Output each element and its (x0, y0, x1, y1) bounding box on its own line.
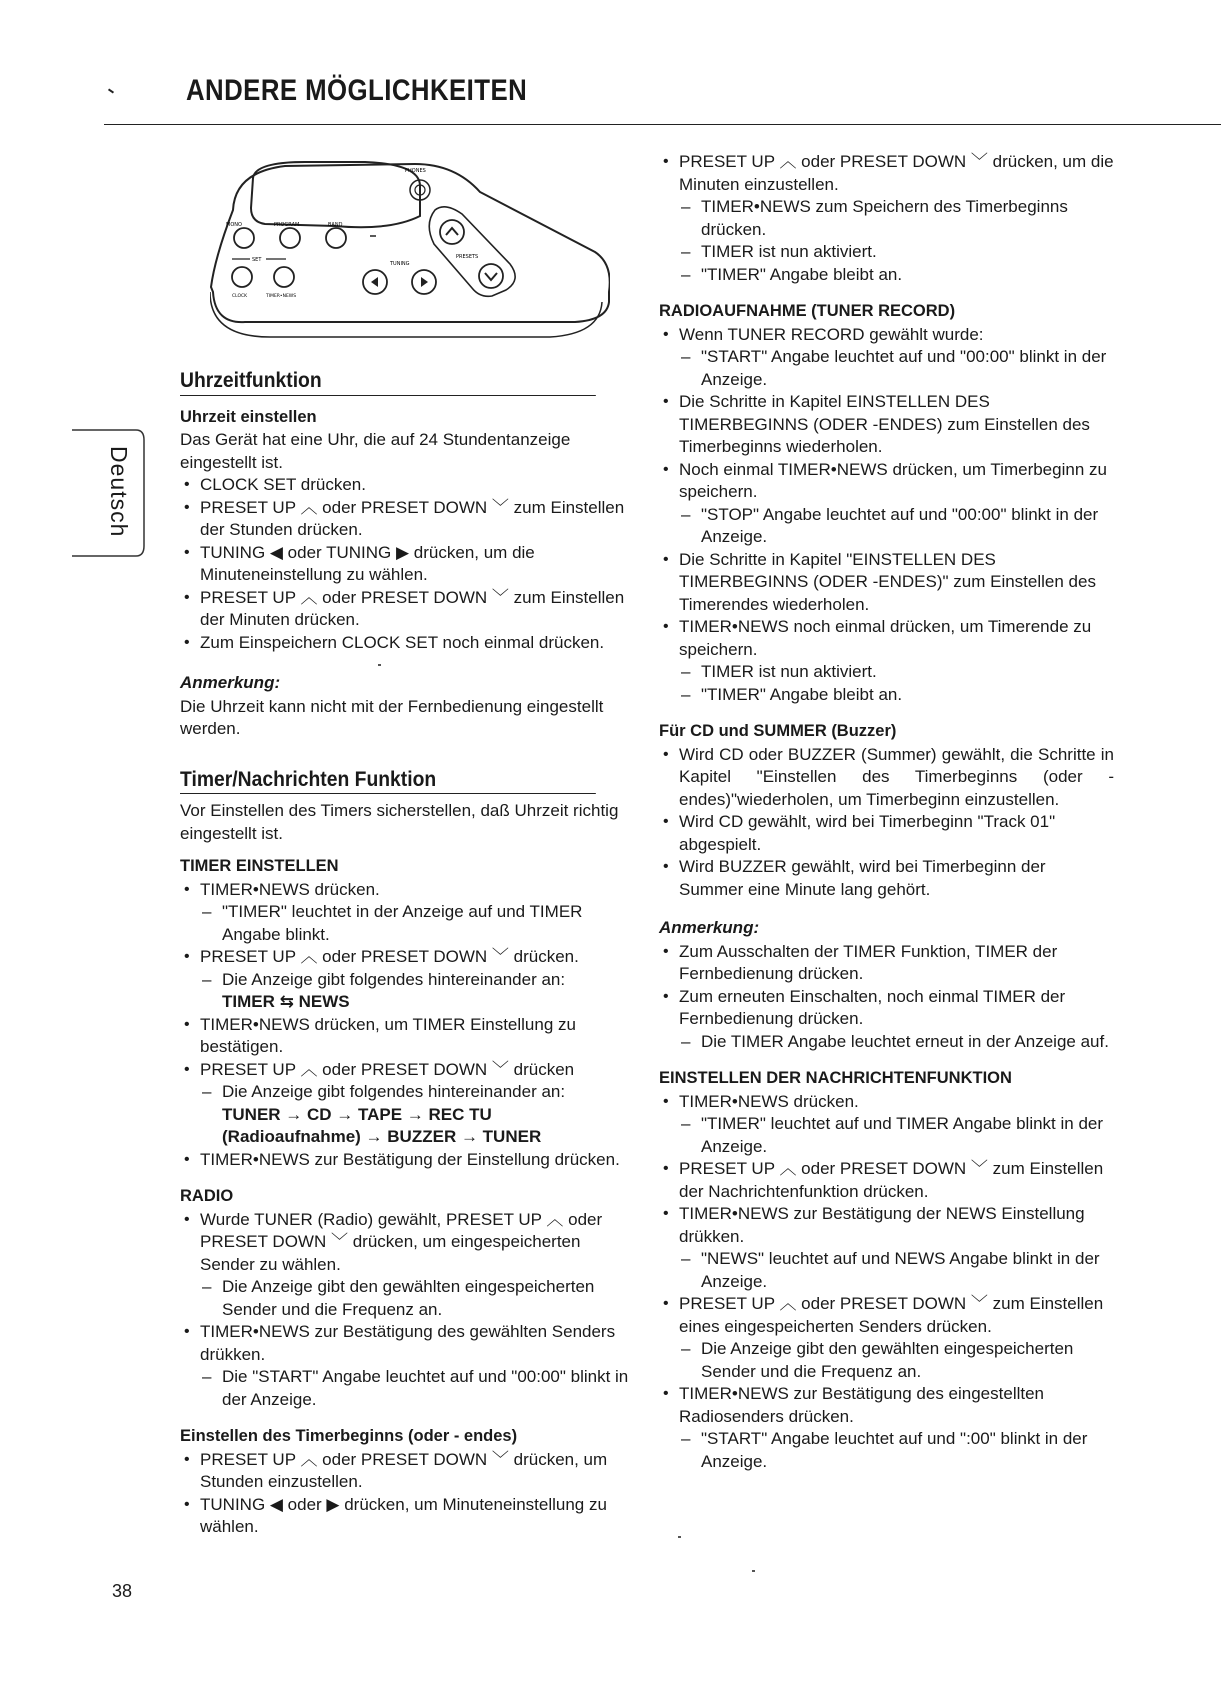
list-subitem: – Die Anzeige gibt den gewählten eingespeicherten Sender und die Frequenz an. (659, 1338, 1114, 1383)
label-tuning: TUNING (390, 261, 410, 267)
note-text: Die Uhrzeit kann nicht mit der Fernbedienung eingestellt werden. (180, 696, 604, 738)
list-item: • TIMER•NEWS zur Bestätigung der NEWS Einstellung drükken. (659, 1203, 1114, 1248)
mono-button[interactable] (234, 228, 254, 248)
subheading-radio: RADIO (180, 1187, 234, 1205)
list-item: • PRESET UP ︿ oder PRESET DOWN ﹀ drücken, um die Minuten einzustellen. (659, 151, 1114, 196)
list-item: • Wurde TUNER (Radio) gewählt, PRESET UP ︿ oder PRESET DOWN ﹀ drücken, um eingespeicherten Sender zu wählen. (180, 1209, 632, 1277)
list-item: • PRESET UP ︿ oder PRESET DOWN ﹀ drücken (180, 1059, 632, 1082)
note-heading: Anmerkung: (659, 918, 760, 937)
label-presets: PRESETS (456, 254, 479, 260)
list-subitem: – TIMER•NEWS zum Speichern des Timerbeginns drücken. (659, 196, 1114, 241)
list-subitem: – Die "START" Angabe leuchtet auf und "00:00" blinkt in der Anzeige. (180, 1366, 632, 1411)
list-subitem: – "TIMER" leuchtet in der Anzeige auf und TIMER Angabe blinkt. (180, 901, 632, 946)
list-item: • TUNING ◀ oder TUNING ▶ drücken, um die Minuteneinstellung zu wählen. (180, 542, 632, 587)
list-item: • TIMER•NEWS drücken. (659, 1091, 1114, 1114)
list-item: • Die Schritte in Kapitel EINSTELLEN DES TIMERBEGINNS (ODER -ENDES) zum Einstellen des Timerbeginns wiederholen. (659, 391, 1114, 459)
device-diagram (210, 152, 610, 362)
page-title: ANDERE MÖGLICHKEITEN (186, 74, 528, 107)
band-button[interactable] (326, 228, 346, 248)
list-subitem: – TIMER ist nun aktiviert. (659, 241, 1114, 264)
list-subitem: – Die Anzeige gibt den gewählten eingespeicherten Sender und die Frequenz an. (180, 1276, 632, 1321)
list-item: • PRESET UP ︿ oder PRESET DOWN ﹀ zum Einstellen eines eingespeicherten Senders drücken. (659, 1293, 1114, 1338)
intro-text: Das Gerät hat eine Uhr, die auf 24 Stundentanzeige eingestellt ist. (180, 430, 571, 472)
language-tab-label: Deutsch (106, 446, 132, 538)
list-item: • Zum erneuten Einschalten, noch einmal TIMER der Fernbedienung drücken. (659, 986, 1114, 1031)
list-item: • Wird BUZZER gewählt, wird bei Timerbeginn der Summer eine Minute lang gehört. (659, 856, 1114, 901)
clock-button[interactable] (232, 267, 252, 287)
list-subitem: – "NEWS" leuchtet auf und NEWS Angabe blinkt in der Anzeige. (659, 1248, 1114, 1293)
program-button[interactable] (280, 228, 300, 248)
preset-down-button[interactable] (479, 264, 503, 288)
scan-speck (378, 664, 381, 666)
display-window (251, 162, 420, 227)
label-band: BAND (328, 222, 343, 228)
list-subitem: – "TIMER" Angabe bleibt an. (659, 684, 1114, 707)
scan-speck (752, 1570, 755, 1572)
list-item: • Noch einmal TIMER•NEWS drücken, um Timerbeginn zu speichern. (659, 459, 1114, 504)
header-rule (104, 124, 1221, 125)
list-item: • PRESET UP ︿ oder PRESET DOWN ﹀ zum Einstellen der Nachrichtenfunktion drücken. (659, 1158, 1114, 1203)
subheading-uhrzeit-einstellen: Uhrzeit einstellen (180, 407, 317, 426)
list-item: • TIMER•NEWS drücken. (180, 879, 632, 902)
chevron-down-icon (485, 273, 497, 280)
section-title-uhrzeit: Uhrzeitfunktion (180, 370, 596, 396)
label-phones: PHONES (405, 168, 426, 174)
sequence-text: TIMER ⇆ NEWS (222, 992, 350, 1011)
list-subitem: – "START" Angabe leuchtet auf und "00:00" blinkt in der Anzeige. (659, 346, 1114, 391)
timer-news-button[interactable] (274, 267, 294, 287)
triangle-left-icon (371, 277, 378, 287)
scan-speck (678, 1536, 681, 1538)
list-item: • PRESET UP ︿ oder PRESET DOWN ﹀ zum Einstellen der Stunden drücken. (180, 497, 632, 542)
list-item: • PRESET UP ︿ oder PRESET DOWN ﹀ drücken. (180, 946, 632, 969)
subheading-timer-einstellen: TIMER EINSTELLEN (180, 857, 339, 875)
list-item: • TIMER•NEWS zur Bestätigung der Einstellung drücken. (180, 1149, 632, 1172)
list-item: • PRESET UP ︿ oder PRESET DOWN ﹀ drücken, um Stunden einzustellen. (180, 1449, 632, 1494)
list-subitem: – Die Anzeige gibt folgendes hintereinander an: (180, 969, 632, 992)
label-program: PROGRAM (274, 222, 300, 228)
right-column (659, 151, 1114, 1473)
corner-tick (108, 88, 114, 93)
list-item: • Wird CD gewählt, wird bei Timerbeginn "Track 01" abgespielt. (659, 811, 1114, 856)
page-number: 38 (112, 1581, 133, 1601)
list-subitem: – "STOP" Angabe leuchtet auf und "00:00" blinkt in der Anzeige. (659, 504, 1114, 549)
label-timer-news: TIMER•NEWS (266, 294, 297, 299)
list-item: • TIMER•NEWS zur Bestätigung des gewählten Senders drükken. (180, 1321, 632, 1366)
subheading-radioaufnahme: RADIOAUFNAHME (TUNER RECORD) (659, 302, 956, 320)
list-subitem: – "START" Angabe leuchtet auf und ":00" blinkt in der Anzeige. (659, 1428, 1114, 1473)
section-title-timer: Timer/Nachrichten Funktion (180, 769, 596, 795)
list-item: • Wird CD oder BUZZER (Summer) gewählt, die Schritte in Kapitel "Einstellen des Timerbeginns (oder - endes)"wiederholen, um Timerbeginn einzustellen. (659, 744, 1114, 812)
list-subitem: – TIMER ist nun aktiviert. (659, 661, 1114, 684)
subheading-cd-summer: Für CD und SUMMER (Buzzer) (659, 722, 897, 740)
list-item: • Die Schritte in Kapitel "EINSTELLEN DES TIMERBEGINNS (ODER -ENDES)" zum Einstellen des Timerendes wiederholen. (659, 549, 1114, 617)
list-subitem: – "TIMER" Angabe bleibt an. (659, 264, 1114, 287)
intro-text: Vor Einstellen des Timers sicherstellen, daß Uhrzeit richtig eingestellt ist. (180, 801, 619, 843)
list-subitem: – Die Anzeige gibt folgendes hintereinander an: (180, 1081, 632, 1104)
list-item: • CLOCK SET drücken. (180, 474, 632, 497)
preset-up-button[interactable] (440, 220, 464, 244)
chevron-up-icon (446, 228, 458, 235)
label-set: SET (252, 257, 262, 263)
presets-rocker (429, 207, 515, 297)
list-item: • PRESET UP ︿ oder PRESET DOWN ﹀ zum Einstellen der Minuten drücken. (180, 587, 632, 632)
left-column (180, 370, 632, 1539)
label-mono: MONO (226, 222, 242, 228)
list-item: • Wenn TUNER RECORD gewählt wurde: (659, 324, 1114, 347)
list-item: • Zum Einspeichern CLOCK SET noch einmal drücken. (180, 632, 632, 655)
subheading-timerbeginn: Einstellen des Timerbeginns (oder - endes) (180, 1427, 518, 1445)
list-subitem: – Die TIMER Angabe leuchtet erneut in der Anzeige auf. (659, 1031, 1114, 1054)
subheading-nachrichtenfunktion: EINSTELLEN DER NACHRICHTENFUNKTION (659, 1069, 1012, 1087)
list-item: • TIMER•NEWS noch einmal drücken, um Timerende zu speichern. (659, 616, 1114, 661)
label-clock: CLOCK (232, 294, 248, 299)
sequence-text: TUNER → CD → TAPE → REC TU (Radioaufnahme) → BUZZER → TUNER (222, 1104, 542, 1146)
list-item: • TIMER•NEWS drücken, um TIMER Einstellung zu bestätigen. (180, 1014, 632, 1059)
list-item: • TIMER•NEWS zur Bestätigung des eingestellten Radiosenders drücken. (659, 1383, 1114, 1428)
list-item: • Zum Ausschalten der TIMER Funktion, TIMER der Fernbedienung drücken. (659, 941, 1114, 986)
list-subitem: – "TIMER" leuchtet auf und TIMER Angabe blinkt in der Anzeige. (659, 1113, 1114, 1158)
note-heading: Anmerkung: (180, 673, 281, 692)
triangle-right-icon (421, 277, 428, 287)
list-item: • TUNING ◀ oder ▶ drücken, um Minuteneinstellung zu wählen. (180, 1494, 632, 1539)
